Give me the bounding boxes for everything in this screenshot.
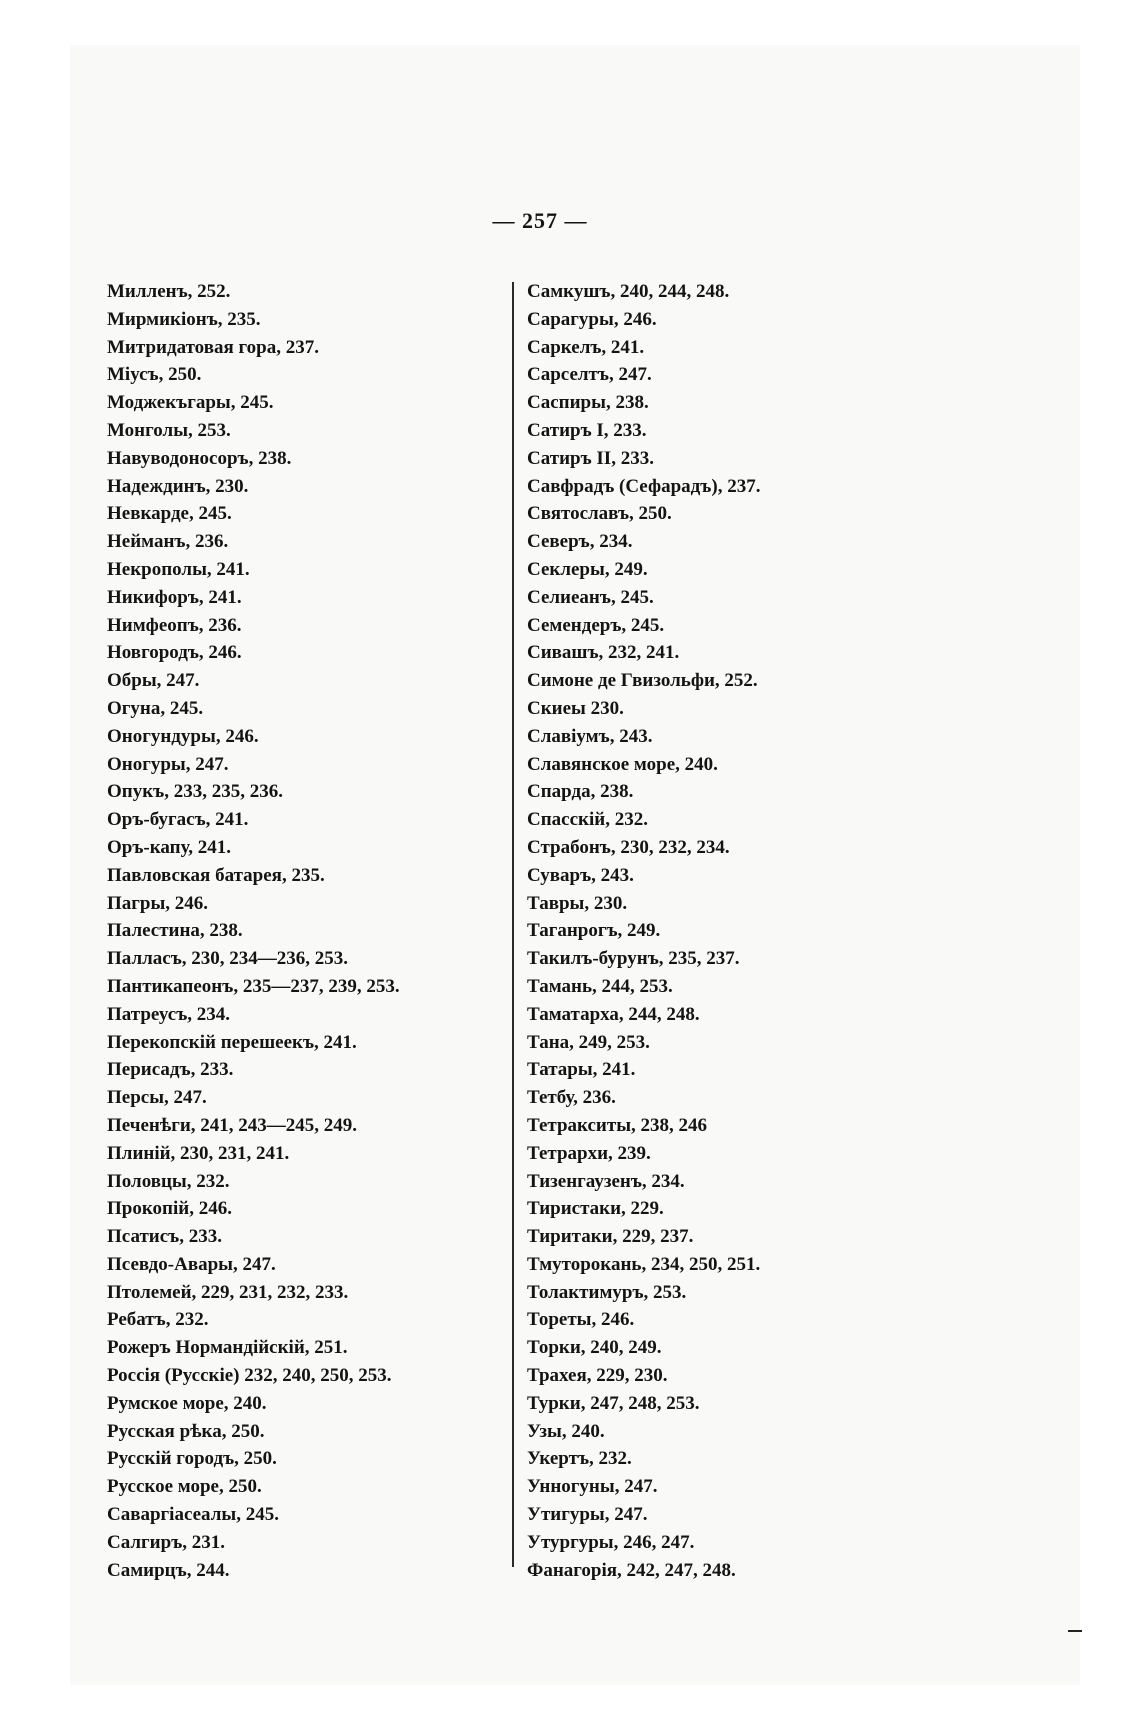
- index-entry: Святославъ, 250.: [527, 503, 672, 525]
- index-entry: Новгородъ, 246.: [107, 642, 242, 664]
- index-entry: Надеждинъ, 230.: [107, 475, 249, 497]
- index-entry: Турки, 247, 248, 253.: [527, 1392, 700, 1414]
- index-entry: Торки, 240, 249.: [527, 1337, 662, 1359]
- column-divider: [512, 282, 514, 1567]
- index-entry: Никифоръ, 241.: [107, 586, 242, 608]
- index-entry: Самирцъ, 244.: [107, 1559, 230, 1581]
- index-entry: Саваргіасеалы, 245.: [107, 1504, 279, 1526]
- index-entry: Нимфеопъ, 236.: [107, 614, 242, 636]
- index-entry: Плиній, 230, 231, 241.: [107, 1142, 290, 1164]
- index-entry: Міусъ, 250.: [107, 364, 202, 386]
- index-entry: Узы, 240.: [527, 1420, 605, 1442]
- index-entry: Румское море, 240.: [107, 1392, 267, 1414]
- index-entry: Моджекъгары, 245.: [107, 392, 274, 414]
- index-entry: Таганрогъ, 249.: [527, 920, 661, 942]
- index-entry: Тетбу, 236.: [527, 1087, 616, 1109]
- index-entry: Суваръ, 243.: [527, 864, 634, 886]
- index-entry: Монголы, 253.: [107, 419, 231, 441]
- index-entry: Такилъ-бурунъ, 235, 237.: [527, 948, 740, 970]
- index-entry: Саркелъ, 241.: [527, 336, 645, 358]
- index-entry: Славянское море, 240.: [527, 753, 718, 775]
- index-entry: Тизенгаузенъ, 234.: [527, 1170, 685, 1192]
- index-entry: Опукъ, 233, 235, 236.: [107, 781, 284, 803]
- index-entry: Саспиры, 238.: [527, 392, 649, 414]
- index-entry: Сатиръ II, 233.: [527, 447, 654, 469]
- index-entry: Прокопій, 246.: [107, 1198, 232, 1220]
- index-entry: Татары, 241.: [527, 1059, 636, 1081]
- index-entry: Таматарха, 244, 248.: [527, 1003, 700, 1025]
- index-entry: Селиеанъ, 245.: [527, 586, 654, 608]
- index-entry: Половцы, 232.: [107, 1170, 230, 1192]
- index-entry: Навуводоносоръ, 238.: [107, 447, 292, 469]
- index-entry: Тавры, 230.: [527, 892, 628, 914]
- index-entry: Савфрадъ (Сефарадъ), 237.: [527, 475, 761, 497]
- index-entry: Россія (Русскіе) 232, 240, 250, 253.: [107, 1365, 392, 1387]
- index-entry: Фанагорія, 242, 247, 248.: [527, 1559, 736, 1581]
- index-entry: Сарагуры, 246.: [527, 308, 657, 330]
- margin-mark: [1068, 1630, 1082, 1632]
- index-entry: Семендеръ, 245.: [527, 614, 665, 636]
- index-entry: Русское море, 250.: [107, 1476, 262, 1498]
- index-entry: Толактимуръ, 253.: [527, 1281, 687, 1303]
- index-entry: Псевдо-Авары, 247.: [107, 1253, 276, 1275]
- index-entry: Печенѣги, 241, 243—245, 249.: [107, 1114, 358, 1136]
- index-entry: Тана, 249, 253.: [527, 1031, 650, 1053]
- index-entry: Тиритаки, 229, 237.: [527, 1226, 694, 1248]
- index-entry: Русская рѣка, 250.: [107, 1420, 265, 1442]
- index-entry: Сатиръ I, 233.: [527, 419, 647, 441]
- index-entry: Тетракситы, 238, 246: [527, 1114, 708, 1136]
- index-entry: Тиристаки, 229.: [527, 1198, 664, 1220]
- index-entry: Салгиръ, 231.: [107, 1531, 226, 1553]
- index-entry: Тетрархи, 239.: [527, 1142, 651, 1164]
- index-entry: Митридатовая гора, 237.: [107, 336, 319, 358]
- index-entry: Скиеы 230.: [527, 697, 624, 719]
- index-entry: Тамань, 244, 253.: [527, 975, 673, 997]
- index-column-left: [107, 278, 502, 1584]
- index-entry: Русскій городъ, 250.: [107, 1448, 277, 1470]
- index-entry: Симоне де Гвизольфи, 252.: [527, 670, 758, 692]
- index-entry: Рожеръ Нормандійскій, 251.: [107, 1337, 348, 1359]
- index-entry: Птолемей, 229, 231, 232, 233.: [107, 1281, 349, 1303]
- index-entry: Перисадъ, 233.: [107, 1059, 234, 1081]
- index-entry: Утургуры, 246, 247.: [527, 1531, 695, 1553]
- index-entry: Псатисъ, 233.: [107, 1226, 222, 1248]
- index-entry: Оръ-капу, 241.: [107, 836, 231, 858]
- index-entry: Трахея, 229, 230.: [527, 1365, 668, 1387]
- index-entry: Патреусъ, 234.: [107, 1003, 231, 1025]
- index-entry: Укертъ, 232.: [527, 1448, 632, 1470]
- index-entry: Секлеры, 249.: [527, 558, 648, 580]
- index-entry: Оногуры, 247.: [107, 753, 229, 775]
- index-entry: Нейманъ, 236.: [107, 531, 229, 553]
- index-entry: Утигуры, 247.: [527, 1504, 648, 1526]
- page-number: — 257 —: [492, 208, 588, 233]
- index-entry: Оногундуры, 246.: [107, 725, 259, 747]
- index-entry: Спасскій, 232.: [527, 809, 648, 831]
- index-entry: Тореты, 246.: [527, 1309, 635, 1331]
- index-entry: Перекопскій перешеекъ, 241.: [107, 1031, 357, 1053]
- index-column-right: [527, 278, 967, 1584]
- index-entry: Славіумъ, 243.: [527, 725, 653, 747]
- index-entry: Мирмикіонъ, 235.: [107, 308, 261, 330]
- index-entry: Палласъ, 230, 234—236, 253.: [107, 948, 349, 970]
- index-entry: Спарда, 238.: [527, 781, 634, 803]
- index-entry: Милленъ, 252.: [107, 281, 231, 302]
- index-entry: Палестина, 238.: [107, 920, 243, 942]
- index-entry: Некрополы, 241.: [107, 558, 250, 580]
- index-entry: Тмуторокань, 234, 250, 251.: [527, 1253, 761, 1275]
- index-entry: Невкарде, 245.: [107, 503, 232, 525]
- index-entry: Персы, 247.: [107, 1087, 207, 1109]
- index-entry: Ребатъ, 232.: [107, 1309, 209, 1331]
- index-entry: Огуна, 245.: [107, 697, 204, 719]
- index-entry: Пантикапеонъ, 235—237, 239, 253.: [107, 975, 400, 997]
- index-entry: Сивашъ, 232, 241.: [527, 642, 680, 664]
- index-entry: Страбонъ, 230, 232, 234.: [527, 836, 730, 858]
- index-entry: Павловская батарея, 235.: [107, 864, 325, 886]
- index-entry: Северъ, 234.: [527, 531, 633, 553]
- index-entry: Обры, 247.: [107, 670, 200, 692]
- index-entry: Пагры, 246.: [107, 892, 209, 914]
- index-entry: Оръ-бугасъ, 241.: [107, 809, 249, 831]
- index-entry: Самкушъ, 240, 244, 248.: [527, 281, 730, 302]
- index-entry: Унногуны, 247.: [527, 1476, 658, 1498]
- index-entry: Сарселтъ, 247.: [527, 364, 652, 386]
